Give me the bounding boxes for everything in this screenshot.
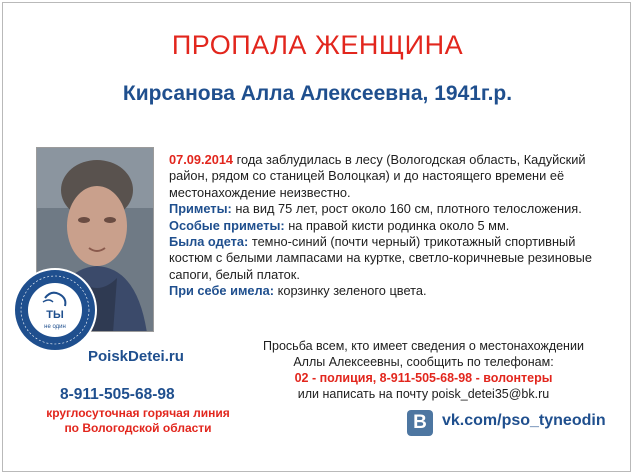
signs-label: Приметы:: [169, 201, 232, 217]
special-signs-label: Особые приметы:: [169, 217, 285, 233]
svg-text:не один: не один: [44, 324, 66, 330]
case-description: [169, 152, 614, 300]
circumstances-text: года заблудилась в лесу (Вологодская область, Кадуйский район, рядом со станицей Волоцкая) и до настоящего времени её местонахождение неизвестно.: [169, 152, 586, 200]
belongings-label: При себе имела:: [169, 283, 275, 299]
appeal-phones: 02 - полиция, 8-911-505-68-98 - волонтеры: [294, 371, 553, 385]
hotline-caption-line-1: круглосуточная горячая линия: [46, 406, 230, 420]
clothes-paragraph: [169, 234, 614, 283]
disappearance-date: 07.09.2014: [169, 152, 234, 167]
vk-icon[interactable]: [407, 410, 433, 436]
signs-paragraph: [169, 201, 614, 217]
vk-link[interactable]: vk.com/pso_tyneodin: [442, 412, 606, 429]
appeal-line-2: Аллы Алексеевны, сообщить по телефонам:: [293, 355, 554, 369]
hotline-caption-line-2: по Вологодской области: [64, 421, 212, 435]
circumstances-paragraph: [169, 152, 614, 201]
signs-text: на вид 75 лет, рост около 160 см, плотного телосложения.: [231, 201, 582, 217]
vk-icon-letter: В: [413, 412, 427, 433]
clothes-label: Была одета:: [169, 234, 249, 250]
poster-headline: ПРОПАЛА ЖЕНЩИНА: [171, 30, 464, 60]
contact-appeal: [236, 338, 611, 402]
special-signs-text: на правой кисти родинка около 5 мм.: [284, 217, 510, 233]
hotline-phone[interactable]: 8-911-505-68-98: [60, 386, 175, 403]
special-signs-paragraph: [169, 218, 614, 234]
website-link[interactable]: PoiskDetei.ru: [88, 348, 184, 365]
belongings-text: корзинку зеленого цвета.: [274, 283, 427, 299]
clothes-text: темно-синий (почти черный) трикотажный спортивный костюм с белыми лампасами на куртке, светло-коричневые резиновые сапоги, белый платок.: [169, 234, 592, 282]
belongings-paragraph: [169, 283, 614, 299]
appeal-line-1: Просьба всем, кто имеет сведения о местонахождении: [263, 339, 584, 353]
appeal-email: или написать на почту poisk_detei35@bk.ru: [297, 387, 550, 401]
svg-text:ТЫ: ТЫ: [46, 309, 64, 321]
hotline-caption: [38, 406, 238, 436]
volunteer-group-badge: [13, 268, 97, 352]
missing-person-name: Кирсанова Алла Алексеевна, 1941г.р.: [122, 82, 513, 105]
